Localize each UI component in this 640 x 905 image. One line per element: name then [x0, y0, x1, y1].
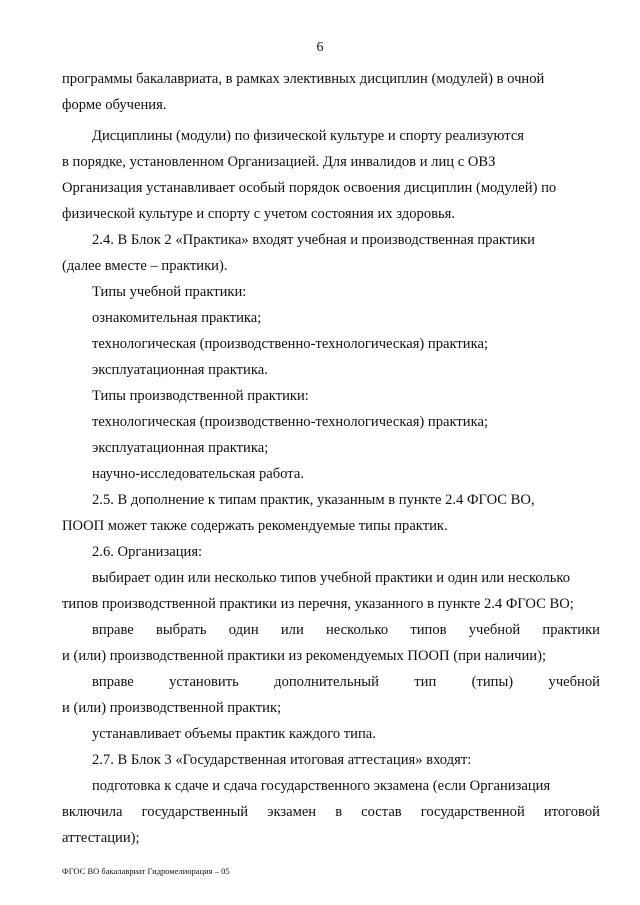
text-line: ознакомительная практика; [92, 310, 262, 326]
text-line-justified [62, 669, 600, 695]
word: или [280, 622, 304, 638]
text-line: программы бакалавриата, в рамках элективных дисциплин (модулей) в очной [62, 71, 545, 87]
word: типов [410, 622, 447, 638]
text-line: эксплуатационная практика. [92, 362, 268, 378]
word: учебной [468, 622, 521, 638]
text-line: 2.4. В Блок 2 «Практика» входят учебная и производственная практики [92, 232, 535, 248]
word: учебной [548, 674, 600, 690]
word: выбрать [155, 622, 207, 638]
text-line: 2.6. Организация: [92, 544, 203, 560]
word: (типы) [471, 674, 514, 690]
word: государственный [141, 804, 249, 820]
text-line: (далее вместе – практики). [62, 258, 228, 274]
text-line-justified [62, 799, 600, 825]
text-line: эксплуатационная практика; [92, 440, 269, 456]
word: итоговой [543, 804, 600, 820]
text-line: форме обучения. [62, 97, 167, 113]
word: один [228, 622, 259, 638]
text-line: Типы производственной практики: [92, 388, 309, 404]
text-line: научно-исследовательская работа. [92, 466, 304, 482]
text-line: аттестации); [62, 830, 140, 846]
text-line-justified [62, 617, 600, 643]
word: вправе [92, 674, 134, 690]
text-line: технологическая (производственно-технологическая) практика; [92, 414, 489, 430]
text-line: Дисциплины (модули) по физической культуре и спорту реализуются [92, 128, 525, 144]
word: экзамен [267, 804, 317, 820]
word: в [335, 804, 343, 820]
word: вправе [92, 622, 134, 638]
text-line: 2.7. В Блок 3 «Государственная итоговая аттестация» входят: [92, 752, 472, 768]
text-line: выбирает один или несколько типов учебной практики и один или несколько [92, 570, 571, 586]
text-line: технологическая (производственно-технологическая) практика; [92, 336, 489, 352]
page-number: 6 [316, 40, 324, 55]
word: практики [542, 622, 600, 638]
text-line: и (или) производственной практик; [62, 700, 282, 716]
footer-note: ФГОС ВО бакалавриат Гидромелиорация – 05 [62, 866, 230, 876]
text-line: в порядке, установленном Организацией. Для инвалидов и лиц с ОВЗ [62, 154, 496, 170]
text-line: и (или) производственной практики из рекомендуемых ПООП (при наличии); [62, 648, 547, 664]
word: состав [361, 804, 402, 820]
text-line: Типы учебной практики: [92, 284, 247, 300]
text-line: физической культуре и спорту с учетом состояния их здоровья. [62, 206, 456, 222]
text-line: устанавливает объемы практик каждого типа. [92, 726, 376, 742]
word: установить [169, 674, 239, 690]
word: государственной [420, 804, 525, 820]
word: включила [62, 804, 123, 820]
word: несколько [325, 622, 389, 638]
text-line: 2.5. В дополнение к типам практик, указанным в пункте 2.4 ФГОС ВО, [92, 492, 535, 508]
text-line: типов производственной практики из перечня, указанного в пункте 2.4 ФГОС ВО; [62, 596, 574, 612]
word: тип [414, 674, 437, 690]
text-line: ПООП может также содержать рекомендуемые типы практик. [62, 518, 448, 534]
word: дополнительный [274, 674, 379, 690]
text-line: Организация устанавливает особый порядок освоения дисциплин (модулей) по [62, 180, 557, 196]
document-body [62, 66, 600, 851]
text-line: подготовка к сдаче и сдача государственного экзамена (если Организация [92, 778, 551, 794]
